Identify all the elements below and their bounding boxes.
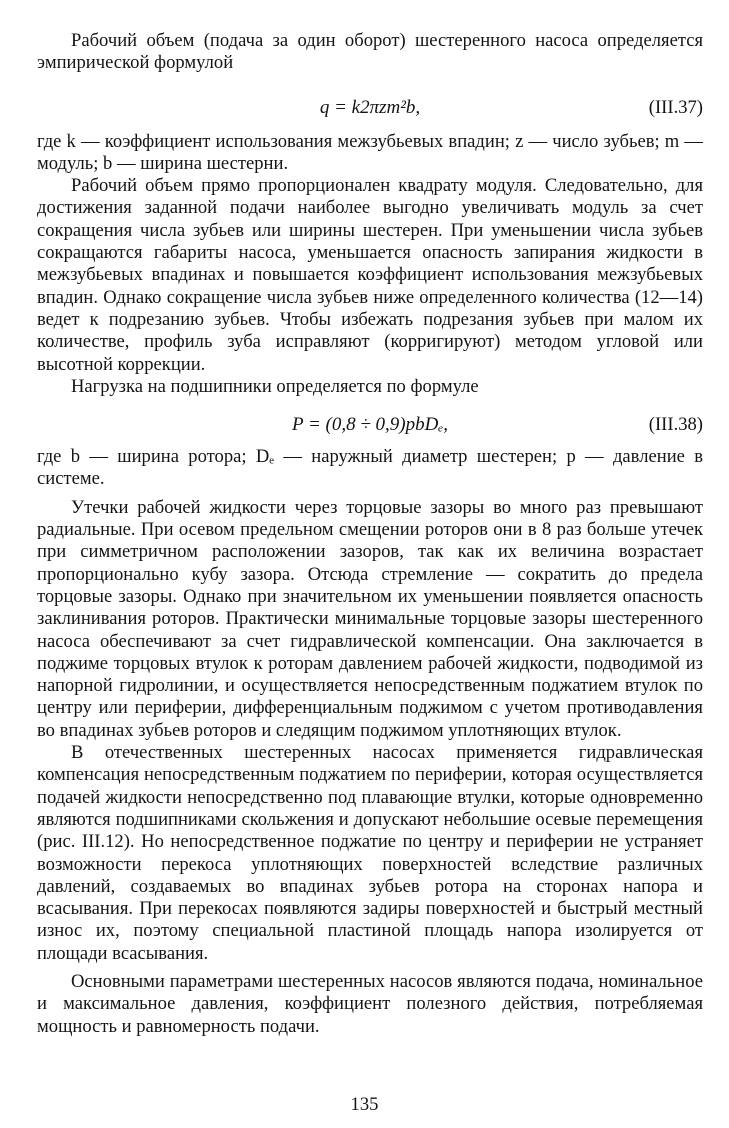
page-number: 135 [350, 1094, 379, 1115]
formula-block-iii38 [37, 412, 703, 438]
paragraph-bearing-load: Нагрузка на подшипники определяется по формуле [71, 375, 479, 397]
page-content [37, 30, 703, 1038]
paragraph-parameters: Основными параметрами шестеренных насосов являются подача, номинальное и максимальное давления, коэффициент полезного действия, потребляемая мощность и равномерность подачи. [37, 970, 703, 1037]
formula-block-iii37 [37, 95, 703, 121]
formula-working-volume: q = k2πzm²b, [319, 96, 421, 118]
paragraph-leakage: Утечки рабочей жидкости через торцовые зазоры во много раз превышают радиальные. При осевом предельном смещении роторов они в 8 раз больше утечек при симметричном расположении зазоров, так как их величина возрастает пропорционально кубу зазора. Отсюда стремление — сократить до предела торцовые зазоры. Однако при значительном их уменьшении появляется опасность заклинивания роторов. Практически минимальные торцовые зазоры шестеренного насоса обеспечивают за счет гидравлической компенсации. Она заключается в поджиме торцовых втулок к роторам давлением рабочей жидкости, подводимой из напорной гидролинии, и осуществляется непосредственным поджатием втулок по центру или периферии, дифференциальным поджимом с учетом противодавления во впадинах зубьев роторов и следящим поджимом уплотняющих втулок. [37, 496, 703, 741]
equation-number: (III.38) [648, 414, 703, 436]
formula-bearing-load: P = (0,8 ÷ 0,9)pbDₑ, [291, 414, 449, 436]
paragraph-definitions-1: где k — коэффициент использования межзубьевых впадин; z — число зубьев; m — модуль; b — ширина шестерни. [37, 130, 703, 174]
paragraph-definitions-2: где b — ширина ротора; Dₑ — наружный диаметр шестерен; p — давление в системе. [37, 446, 703, 490]
paragraph-module: Рабочий объем прямо пропорционален квадрату модуля. Следовательно, для достижения заданной подачи наиболее выгодно увеличивать модуль за счет сокращения числа зубьев или ширины шестерен. При уменьшении числа зубьев сокращаются габариты насоса, уменьшается опасность запирания жидкости в межзубьевых впадинах и повышается коэффициент использования межзубьевых впадин. Однако сокращение числа зубьев ниже определенного количества (12—14) ведет к подрезанию зубьев. Чтобы избежать подрезания зубьев при малом их количестве, профиль зуба исправляют (корригируют) методом угловой или высотной коррекции. [37, 175, 703, 375]
paragraph-compensation: В отечественных шестеренных насосах применяется гидравлическая компенсация непосредственным поджатием по периферии, которая осуществляется подачей жидкости непосредственно под плавающие втулки, которые одновременно являются подшипниками скольжения и допускают небольшие осевые перемещения (рис. III.12). Но непосредственное поджатие по центру и периферии не устраняет возможности перекоса уплотняющих поверхностей вследствие различных давлений, создаваемых во впадинах зубьев ротора на сторонах напора и всасывания. При перекосах появляются задиры поверхностей и быстрый местный износ их, поэтому специальной пластиной площадь напора изолируется от площади всасывания. [37, 742, 703, 964]
paragraph-intro: Рабочий объем (подача за один оборот) шестеренного насоса определяется эмпирической формулой [37, 30, 703, 74]
equation-number: (III.37) [648, 96, 703, 118]
